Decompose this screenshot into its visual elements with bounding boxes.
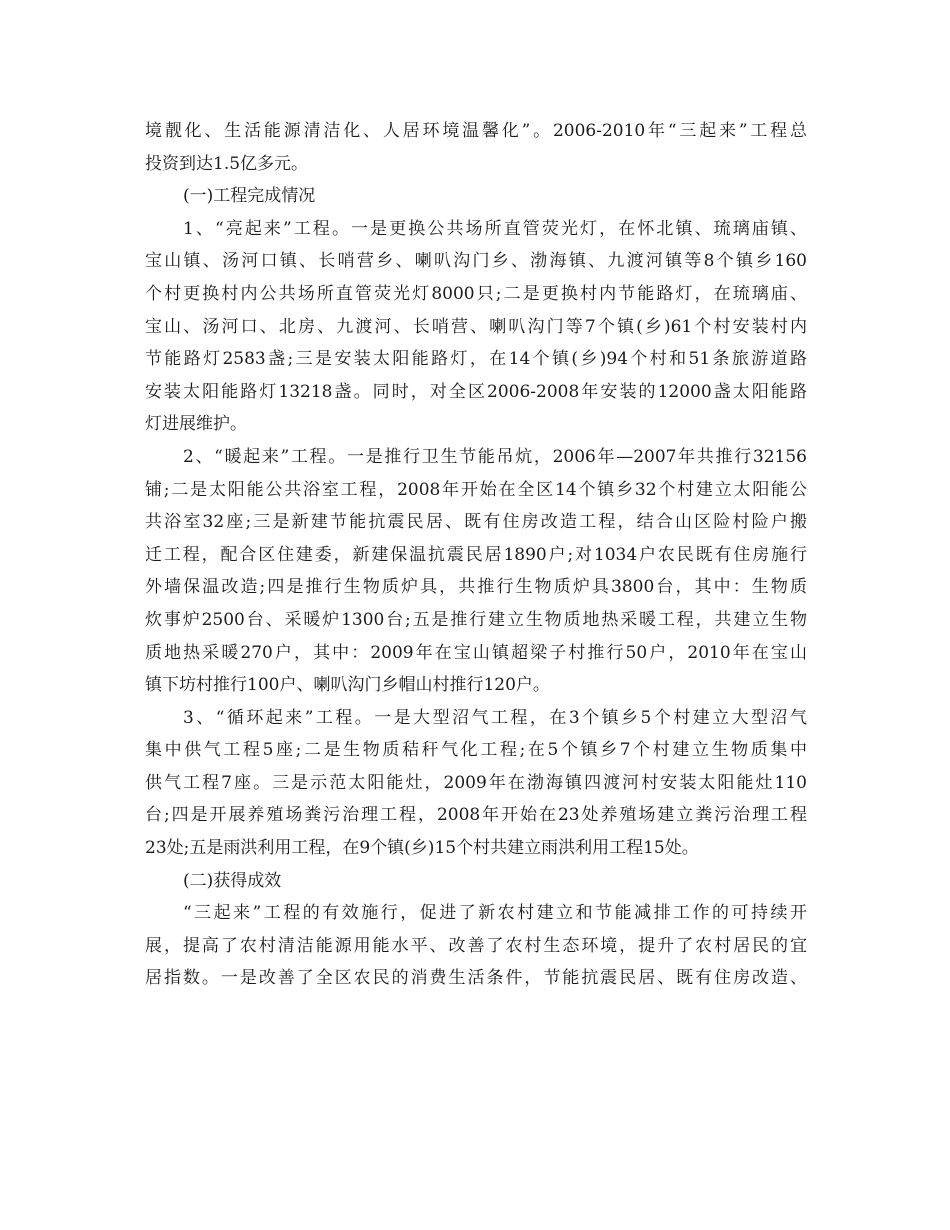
text-line: 3、“循环起来”工程。一是大型沼气工程，在3个镇乡5个村建立大型沼气: [183, 707, 807, 728]
text-line: 节能路灯2583盏;三是安装太阳能路灯，在14个镇(乡)94个村和51条旅游道路: [145, 349, 807, 370]
text-line: 23处;五是雨洪利用工程，在9个镇(乡)15个村共建立雨洪利用工程15处。: [145, 838, 699, 859]
text-line: 铺;二是太阳能公共浴室工程，2008年开始在全区14个镇乡32个村建立太阳能公: [145, 479, 807, 500]
text-line: 集中供气工程5座;二是生物质秸秆气化工程;在5个镇乡7个村建立生物质集中: [145, 740, 807, 761]
text-line: 居指数。一是改善了全区农民的消费生活条件，节能抗震民居、既有住房改造、: [145, 968, 807, 989]
text-line: 投资到达1.5亿多元。: [145, 153, 309, 174]
text-line: 宝山镇、汤河口镇、长哨营乡、喇叭沟门乡、渤海镇、九渡河镇等8个镇乡160: [145, 251, 807, 272]
text-line: 炊事炉2500台、采暖炉1300台;五是推行建立生物质地热采暖工程，共建立生物: [145, 609, 807, 630]
text-line: 境靓化、生活能源清洁化、人居环境温馨化”。2006-2010年“三起来”工程总: [145, 121, 807, 141]
text-line: “三起来”工程的有效施行，促进了新农村建立和节能减排工作的可持续开: [183, 903, 807, 924]
text-line: 供气工程7座。三是示范太阳能灶，2009年在渤海镇四渡河村安装太阳能灶110: [145, 772, 807, 793]
text-line: 镇下坊村推行100户、喇叭沟门乡帽山村推行120户。: [145, 675, 550, 696]
text-line: 共浴室32座;三是新建节能抗震民居、既有住房改造工程，结合山区险村险户搬: [145, 512, 807, 533]
document-body: [145, 115, 807, 995]
text-line: 安装太阳能路灯13218盏。同时，对全区2006-2008年安装的12000盏太阳能路: [145, 381, 807, 402]
text-line: 2、“暖起来”工程。一是推行卫生节能吊炕，2006年—2007年共推行32156: [183, 446, 807, 467]
text-line: (二)获得成效: [183, 870, 282, 891]
text-line: 展，提高了农村清洁能源用能水平、改善了农村生态环境，提升了农村居民的宜: [145, 935, 807, 956]
text-line: (一)工程完成情况: [183, 186, 316, 207]
text-line: 个村更换村内公共场所直管荧光灯8000只;二是更换村内节能路灯，在琉璃庙、: [145, 283, 807, 304]
text-line: 外墙保温改造;四是推行生物质炉具，共推行生物质炉具3800台，其中：生物质: [145, 577, 807, 598]
text-line: 1、“亮起来”工程。一是更换公共场所直管荧光灯，在怀北镇、琉璃庙镇、: [183, 218, 807, 239]
text-line: 灯进展维护。: [145, 414, 247, 435]
text-line: 台;四是开展养殖场粪污治理工程，2008年开始在23处养殖场建立粪污治理工程: [145, 805, 807, 826]
text-line: 迁工程，配合区住建委，新建保温抗震民居1890户;对1034户农民既有住房施行: [145, 544, 807, 565]
text-line: 质地热采暖270户，其中：2009年在宝山镇超梁子村推行50户，2010年在宝山: [145, 642, 807, 663]
text-line: 宝山、汤河口、北房、九渡河、长哨营、喇叭沟门等7个镇(乡)61个村安装村内: [145, 316, 807, 337]
